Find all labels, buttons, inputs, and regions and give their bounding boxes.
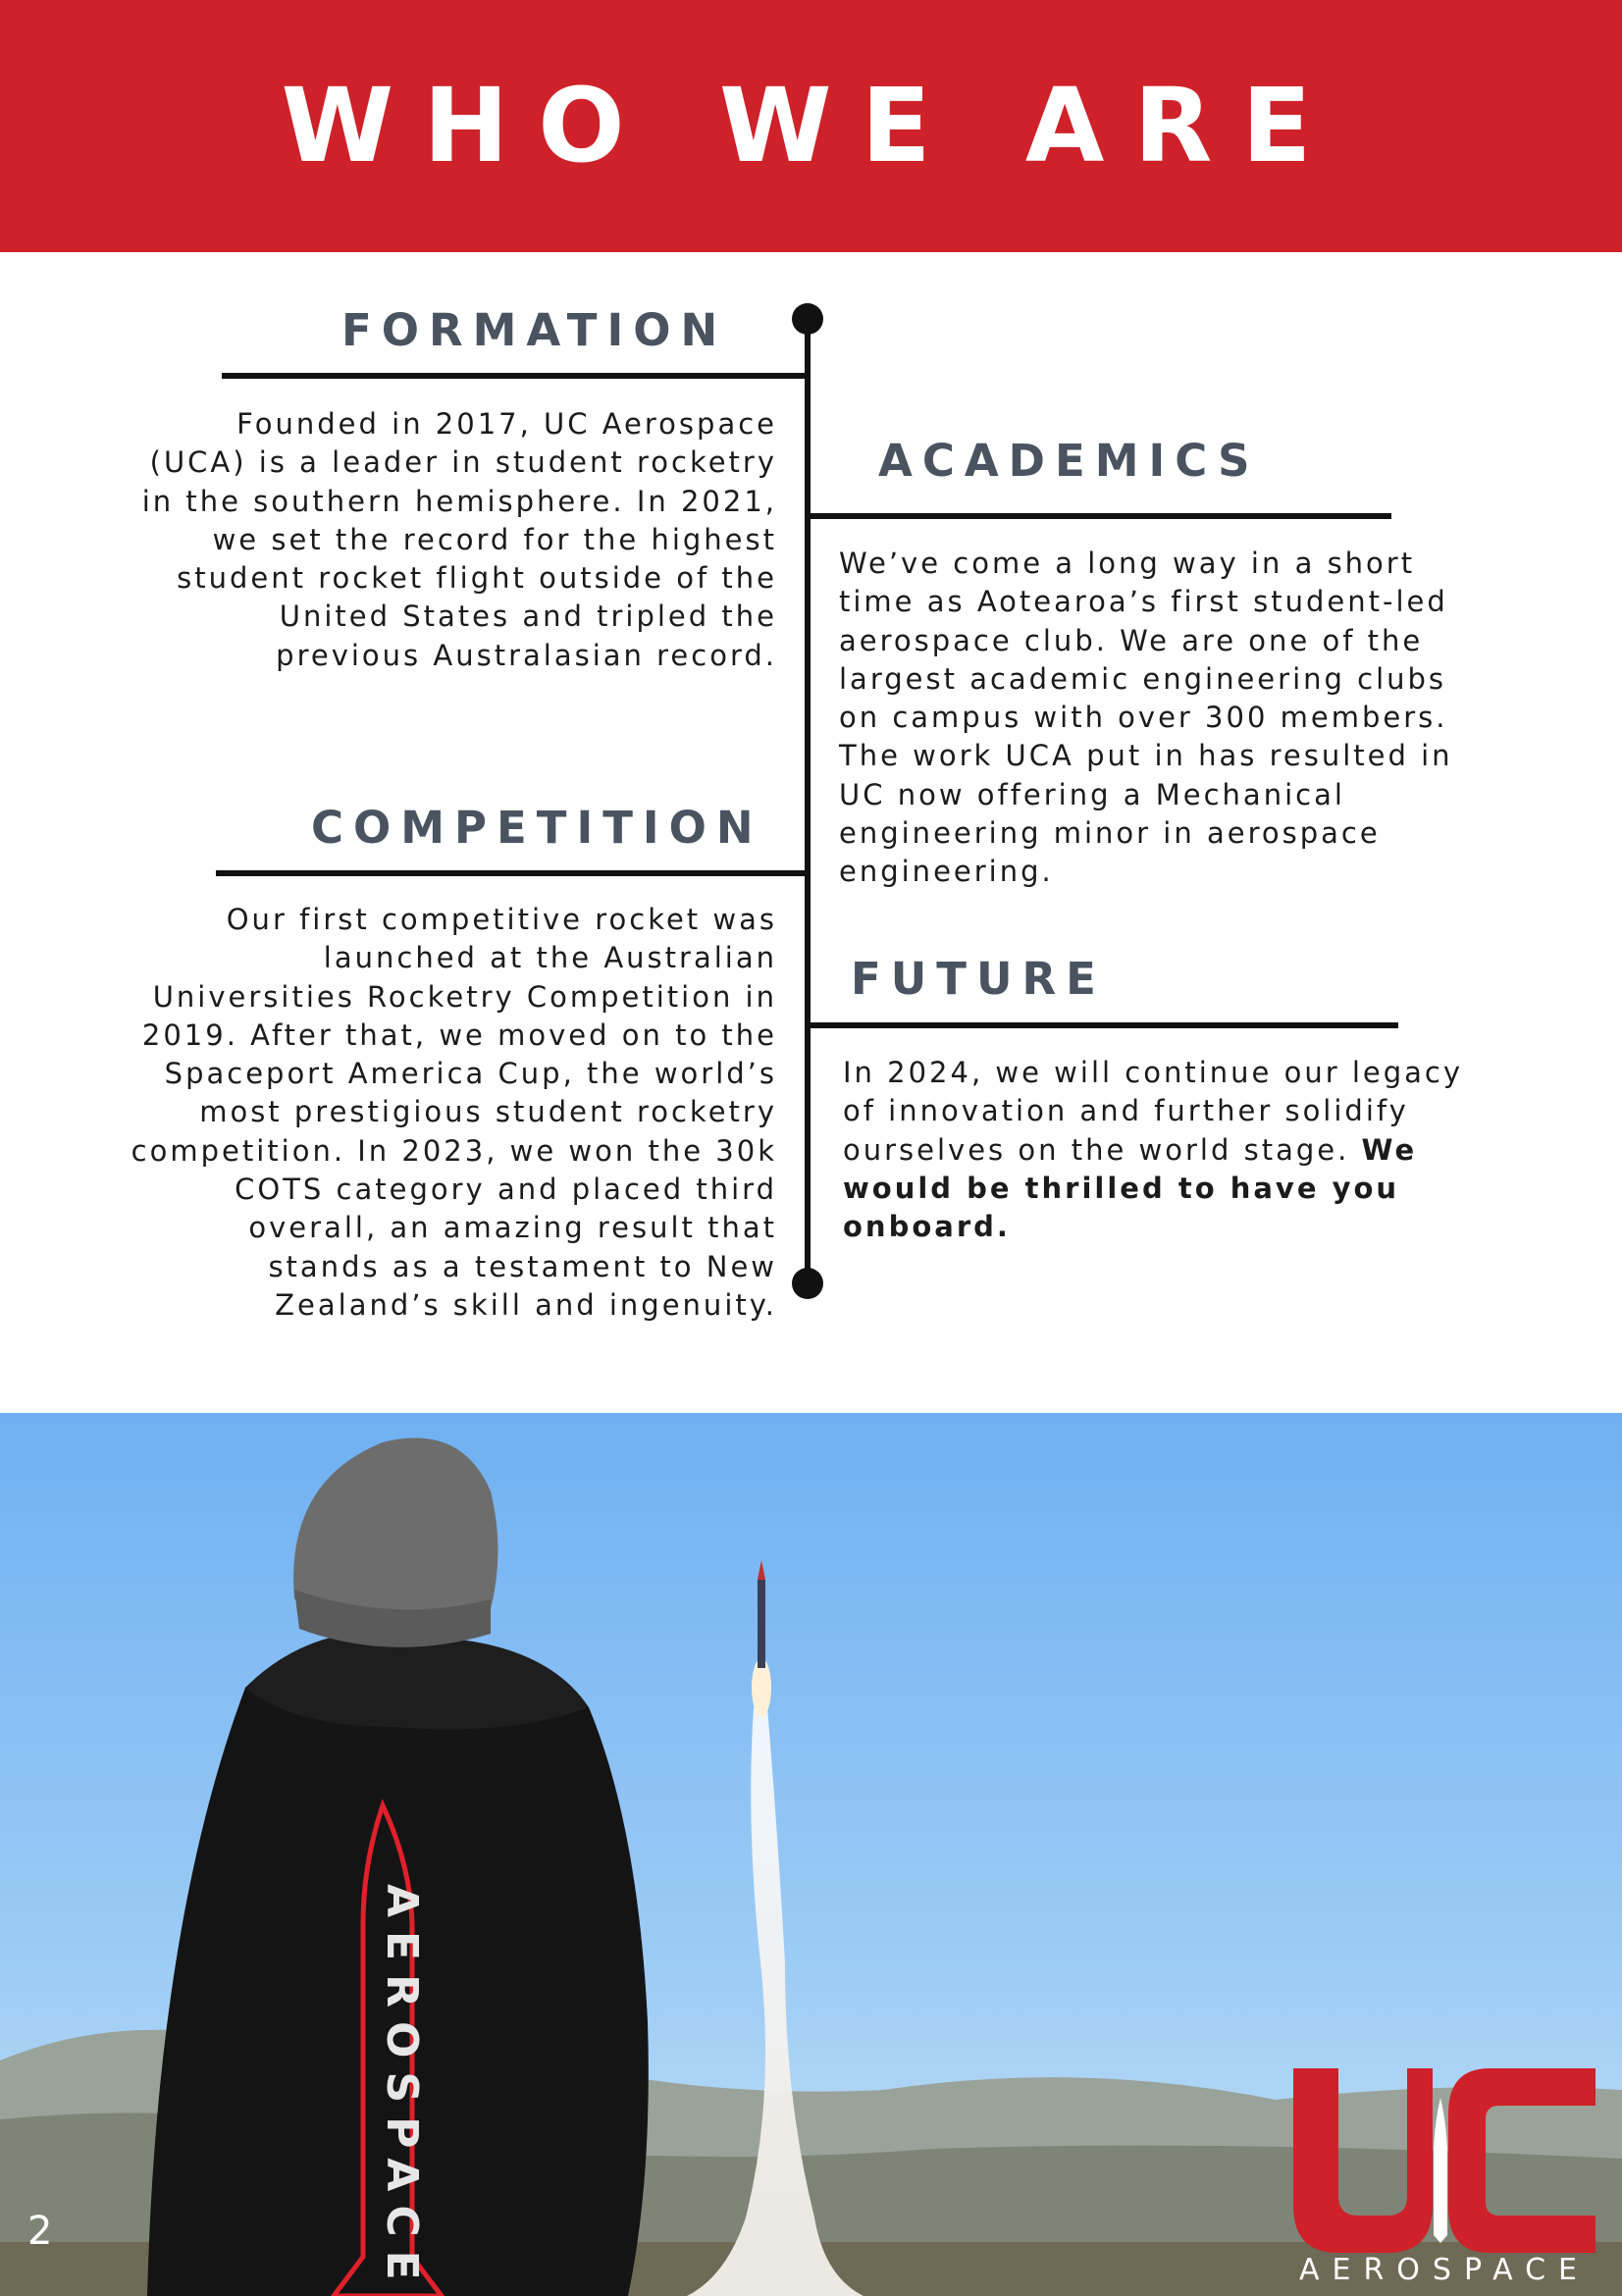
rocket	[758, 1580, 765, 1668]
text-line: Founded in 2017, UC Aerospace	[236, 407, 777, 441]
timeline-start-dot	[792, 303, 823, 335]
text-line	[843, 1208, 1530, 1246]
page-title: WHO WE ARE	[281, 66, 1341, 185]
text-line: UC now offering a Mechanical	[839, 777, 1345, 811]
academics-rule	[808, 513, 1391, 519]
text-line: student rocket flight outside of the	[177, 561, 777, 596]
logo-rocket	[1434, 2098, 1447, 2243]
text-line	[843, 1170, 1530, 1208]
text-line: We’ve come a long way in a short	[839, 547, 1416, 580]
text-line: aerospace club. We are one of the	[839, 623, 1424, 657]
uc-aerospace-logo	[1293, 2068, 1596, 2265]
formation-text	[98, 405, 777, 675]
text-line: in the southern hemisphere. In 2021,	[141, 484, 777, 518]
competition-heading: COMPETITION	[311, 802, 763, 854]
text-line: we set the record for the highest	[212, 522, 777, 556]
text-emphasis: onboard.	[843, 1210, 1011, 1244]
text-line: Our first competitive rocket was	[226, 903, 777, 936]
text-line: largest academic engineering clubs	[839, 661, 1447, 696]
competition-rule	[216, 870, 808, 876]
future-text	[843, 1054, 1530, 1246]
text-line: time as Aotearoa’s first student-led	[839, 585, 1448, 619]
text-emphasis: would be thrilled to have you	[843, 1171, 1400, 1205]
text-line: engineering.	[839, 855, 1054, 889]
text-line: previous Australasian record.	[276, 638, 777, 672]
logo-wordmark: AEROSPACE	[1298, 2253, 1591, 2287]
text-line: 2019. After that, we moved on to the	[141, 1018, 777, 1052]
future-rule	[808, 1022, 1398, 1028]
logo-c	[1448, 2068, 1596, 2253]
text-line: Zealand’s skill and ingenuity.	[275, 1287, 777, 1322]
text-plain: ourselves on the world stage.	[843, 1132, 1350, 1167]
competition-text	[88, 901, 777, 1325]
text-line	[843, 1131, 1530, 1170]
text-line: engineering minor in aerospace	[839, 816, 1381, 851]
text-line: In 2024, we will continue our legacy	[843, 1056, 1464, 1089]
logo-u	[1293, 2068, 1440, 2253]
text-line: COTS category and placed third	[235, 1173, 777, 1207]
text-line: on campus with over 300 members.	[839, 701, 1448, 735]
timeline-end-dot	[792, 1268, 823, 1299]
page-number: 2	[27, 2209, 53, 2254]
text-emphasis: We	[1361, 1132, 1418, 1167]
future-heading: FUTURE	[851, 953, 1106, 1005]
text-line: launched at the Australian	[323, 941, 777, 975]
timeline-line	[805, 317, 811, 1284]
text-line: (UCA) is a leader in student rocketry	[149, 445, 777, 480]
formation-heading: FORMATION	[341, 304, 728, 356]
hoodie-text: AEROSPACE	[377, 1884, 427, 2294]
text-line: The work UCA put in has resulted in	[839, 739, 1453, 773]
academics-text	[839, 545, 1526, 892]
header-banner	[0, 0, 1622, 252]
text-line: of innovation and further solidify	[843, 1094, 1409, 1128]
text-line: most prestigious student rocketry	[199, 1095, 777, 1129]
text-line: stands as a testament to New	[268, 1249, 777, 1283]
text-line: competition. In 2023, we won the 30k	[131, 1133, 777, 1168]
academics-heading: ACADEMICS	[878, 435, 1260, 487]
text-line: United States and tripled the	[279, 600, 777, 634]
text-line: overall, an amazing result that	[248, 1211, 777, 1245]
text-line: Universities Rocketry Competition in	[152, 979, 777, 1014]
formation-rule	[222, 373, 808, 379]
text-line: Spaceport America Cup, the world’s	[164, 1057, 777, 1091]
